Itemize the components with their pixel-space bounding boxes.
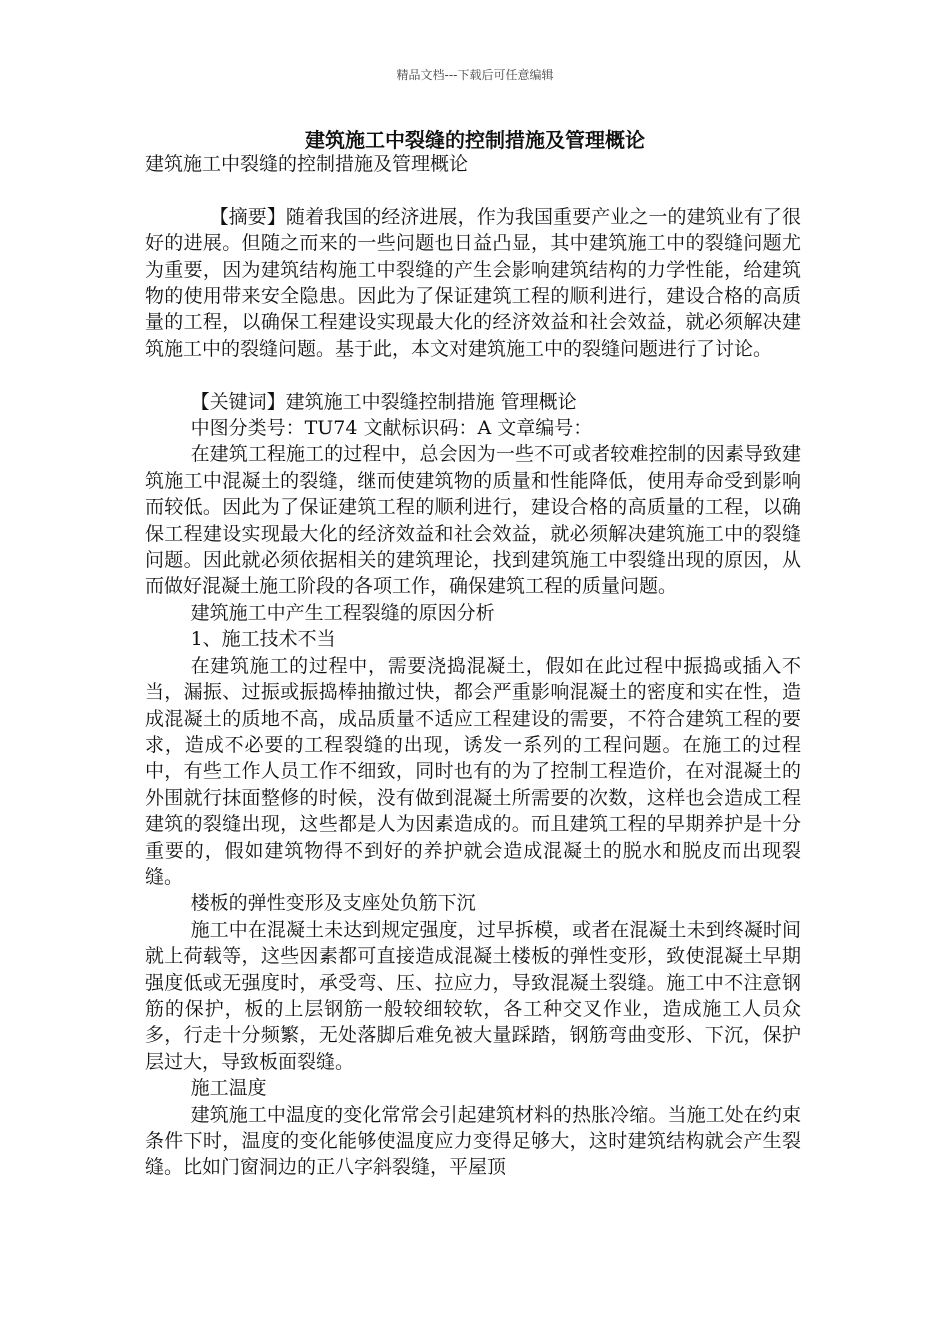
spacer	[145, 177, 801, 203]
subsection-heading: 施工温度	[190, 1077, 267, 1100]
subtitle-line: 建筑施工中裂缝的控制措施及管理概论	[145, 153, 469, 175]
subsection-heading: 1、施工技术不当	[190, 628, 336, 651]
document-body	[145, 151, 801, 1181]
document-title: 建筑施工中裂缝的控制措施及管理概论	[305, 128, 645, 152]
body-paragraph: 在建筑施工的过程中，需要浇捣混凝土，假如在此过程中振捣或插入不当，漏振、过振或振捣棒抽撤过快，都会严重影响混凝土的密度和实在性，造成混凝土的质地不高，成品质量不适应工程建设的需要，不符合建筑工程的要求，造成不必要的工程裂缝的出现，诱发一系列的工程问题。在施工的过程中，有些工作人员工作不细致，同时也有的为了控制工程造价，在对混凝土的外围就行抹面整修的时候，没有做到混凝土所需要的次数，这样也会造成工程建筑的裂缝出现，这些都是人为因素造成的。而且建筑工程的早期养护是十分重要的，假如建筑物得不到好的养护就会造成混凝土的脱水和脱皮而出现裂缝。	[145, 654, 801, 888]
keywords-line: 【关键词】建筑施工中裂缝控制措施 管理概论	[190, 390, 577, 413]
subsection-heading: 楼板的弹性变形及支座处负筋下沉	[190, 892, 476, 915]
body-paragraph: 施工中在混凝土未达到规定强度，过早拆模，或者在混凝土未到终凝时间就上荷载等，这些因素都可直接造成混凝土楼板的弹性变形，致使混凝土早期强度低或无强度时，承受弯、压、拉应力，导致混凝土裂缝。施工中不注意钢筋的保护，板的上层钢筋一般较细较软，各工种交叉作业，造成施工人员众多，行走十分频繁，无处落脚后难免被大量踩踏，钢筋弯曲变形、下沉，保护层过大，导致板面裂缝。	[145, 918, 801, 1073]
section-heading: 建筑施工中产生工程裂缝的原因分析	[190, 601, 495, 624]
page-header: 精品文档---下载后可任意编辑	[396, 68, 554, 82]
classification-line: 中图分类号：TU74 文献标识码：A 文章编号：	[190, 417, 593, 440]
intro-paragraph: 在建筑工程施工的过程中，总会因为一些不可或者较难控制的因素导致建筑施工中混凝土的裂缝，继而使建筑物的质量和性能降低，使用寿命受到影响而较低。因此为了保证建筑工程的顺利进行，建设合格的高质量的工程，以确保工程建设实现最大化的经济效益和社会效益，就必须解决建筑施工中的裂缝问题。因此就必须依据相关的建筑理论，找到建筑施工中裂缝出现的原因，从而做好混凝土施工阶段的各项工作，确保建筑工程的质量问题。	[145, 443, 801, 598]
spacer	[145, 362, 801, 388]
body-paragraph: 建筑施工中温度的变化常常会引起建筑材料的热胀冷缩。当施工处在约束条件下时，温度的变化能够使温度应力变得足够大，这时建筑结构就会产生裂缝。比如门窗洞边的正八字斜裂缝，平屋顶	[145, 1103, 801, 1179]
abstract-paragraph: 【摘要】随着我国的经济进展，作为我国重要产业之一的建筑业有了很好的进展。但随之而来的一些问题也日益凸显，其中建筑施工中的裂缝问题尤为重要，因为建筑结构施工中裂缝的产生会影响建筑结构的力学性能，给建筑物的使用带来安全隐患。因此为了保证建筑工程的顺利进行，建设合格的高质量的工程，以确保工程建设实现最大化的经济效益和社会效益，就必须解决建筑施工中的裂缝问题。基于此，本文对建筑施工中的裂缝问题进行了讨论。	[145, 205, 801, 360]
